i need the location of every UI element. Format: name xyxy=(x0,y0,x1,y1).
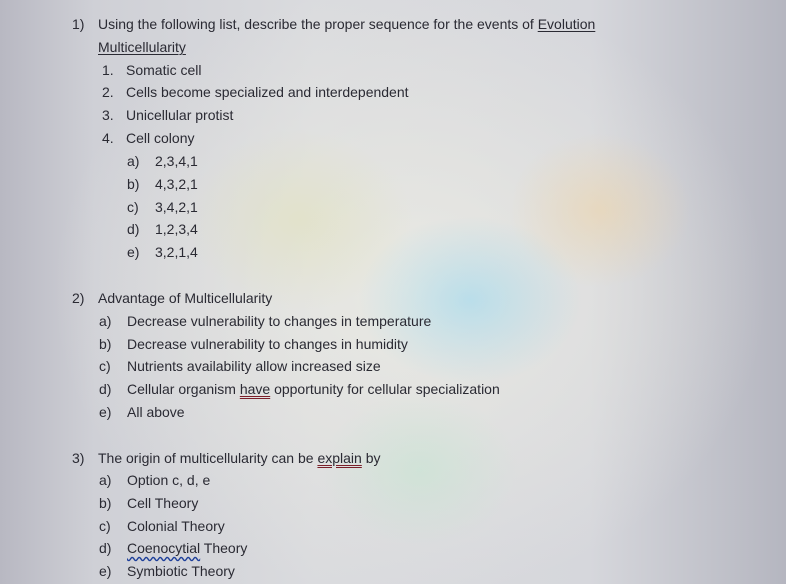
question-3-option-a: a) Option c, d, e xyxy=(99,472,211,488)
question-1-option-b: b) 4,3,2,1 xyxy=(127,176,198,192)
spelling-flag-coenocytial: Coenocytial xyxy=(127,540,201,556)
question-2-option-e: e) All above xyxy=(99,404,185,420)
list-item: 1. Somatic cell xyxy=(102,62,202,78)
question-1-option-d: d) 1,2,3,4 xyxy=(127,221,198,237)
question-3-option-d: d) Coenocytial Theory xyxy=(99,540,248,556)
question-2-option-d: d) Cellular organism have opportunity for cellular specialization xyxy=(99,381,500,397)
question-1-text: Using the following list, describe the proper sequence for the events of xyxy=(98,16,538,32)
grammar-flag-have: have xyxy=(239,381,271,397)
list-item: 2. Cells become specialized and interdependent xyxy=(102,84,409,100)
question-3-option-b: b) Cell Theory xyxy=(99,495,199,511)
question-2-text: Advantage of Multicellularity xyxy=(98,290,273,306)
question-3-option-c: c) Colonial Theory xyxy=(99,518,225,534)
question-1-underlined-evolution: Evolution xyxy=(537,16,596,32)
question-1-option-c: c) 3,4,2,1 xyxy=(127,199,198,215)
question-3-stem: 3) The origin of multicellularity can be explain by xyxy=(72,447,381,470)
question-3-text: The origin of multicellularity can be xyxy=(98,450,318,466)
question-1-underlined-multicellularity: Multicellularity xyxy=(98,39,186,55)
question-3-number: 3) xyxy=(72,450,85,466)
question-2-stem xyxy=(72,287,272,310)
list-item: 3. Unicellular protist xyxy=(102,107,234,123)
list-item: 4. Cell colony xyxy=(102,130,195,146)
question-2-number: 2) xyxy=(72,290,85,306)
question-1-option-e: e) 3,2,1,4 xyxy=(127,244,198,260)
question-1-stem xyxy=(72,13,595,36)
question-1-option-a: a) 2,3,4,1 xyxy=(127,153,198,169)
question-1-stem-continued xyxy=(98,36,186,59)
question-2-option-c: c) Nutrients availability allow increased size xyxy=(99,358,381,374)
grammar-flag-explain: explain xyxy=(317,450,362,466)
question-2-option-a: a) Decrease vulnerability to changes in temperature xyxy=(99,313,432,329)
question-1-number: 1) xyxy=(72,16,85,32)
question-3-option-e: e) Symbiotic Theory xyxy=(99,563,235,579)
question-2-option-b: b) Decrease vulnerability to changes in humidity xyxy=(99,336,408,352)
